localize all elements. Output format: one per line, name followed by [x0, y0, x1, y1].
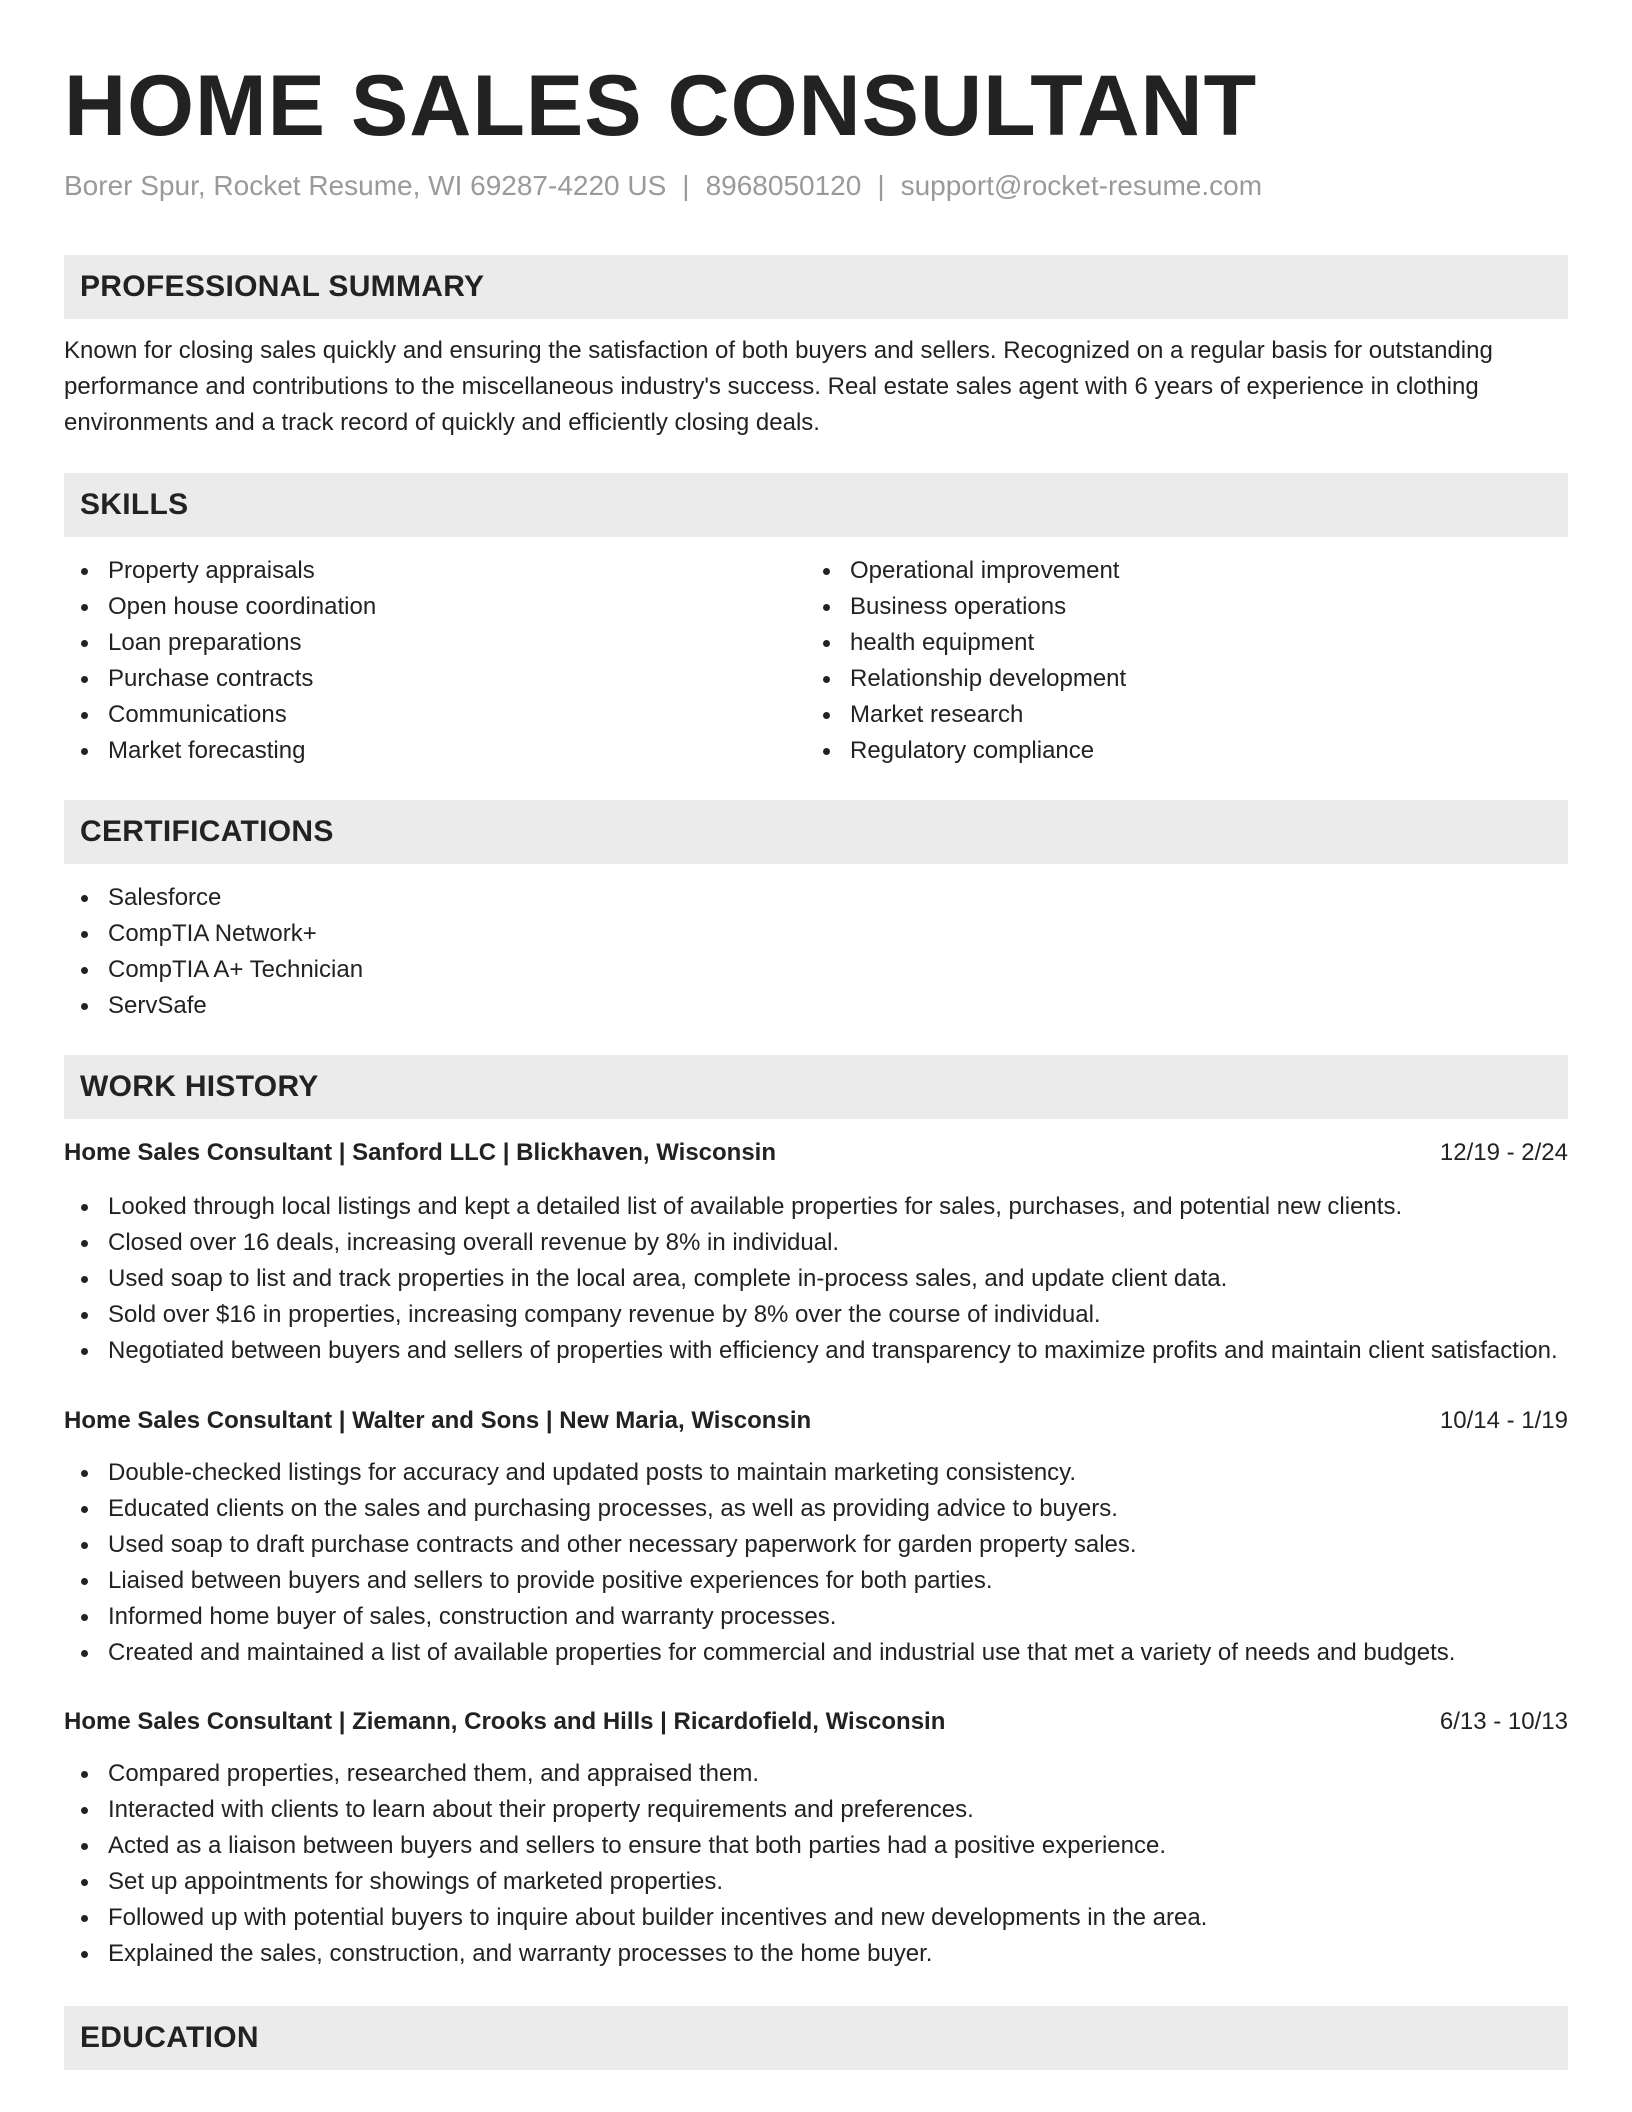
- job-bullet: Negotiated between buyers and sellers of properties with efficiency and transparency to maximize profits and maintain client satisfaction.: [64, 1333, 1568, 1369]
- certifications-list: [64, 880, 1568, 1024]
- job-dates: 6/13 - 10/13: [1439, 1708, 1568, 1735]
- job-bullet: Used soap to list and track properties in the local area, complete in-process sales, and update client data.: [64, 1261, 1568, 1297]
- certification-item: ServSafe: [64, 988, 1568, 1024]
- job-bullet: Liaised between buyers and sellers to provide positive experiences for both parties.: [64, 1563, 1568, 1599]
- skill-item: Operational improvement: [806, 553, 1548, 589]
- job-header: [64, 1704, 1568, 1740]
- job-bullet: Double-checked listings for accuracy and updated posts to maintain marketing consistency.: [64, 1455, 1568, 1491]
- skill-item: Purchase contracts: [64, 661, 806, 697]
- skill-item: Regulatory compliance: [806, 733, 1548, 769]
- skill-item: Business operations: [806, 589, 1548, 625]
- job-bullet: Followed up with potential buyers to inquire about builder incentives and new developments in the area.: [64, 1900, 1568, 1936]
- job-header: [64, 1403, 1568, 1439]
- job-bullet: Sold over $16 in properties, increasing company revenue by 8% over the course of individual.: [64, 1297, 1568, 1333]
- job-bullet: Interacted with clients to learn about their property requirements and preferences.: [64, 1792, 1568, 1828]
- contact-separator: |: [877, 170, 885, 201]
- skill-item: Communications: [64, 697, 806, 733]
- job-bullet: Explained the sales, construction, and warranty processes to the home buyer.: [64, 1936, 1568, 1972]
- certifications-heading: CERTIFICATIONS: [64, 800, 1568, 864]
- skills-heading: SKILLS: [64, 473, 1568, 537]
- job-bullet: Acted as a liaison between buyers and sellers to ensure that both parties had a positive experience.: [64, 1828, 1568, 1864]
- skill-item: health equipment: [806, 625, 1548, 661]
- contact-email: support@rocket-resume.com: [900, 170, 1263, 201]
- skills-grid: [64, 553, 1568, 769]
- job-bullet: Closed over 16 deals, increasing overall revenue by 8% in individual.: [64, 1225, 1568, 1261]
- skill-item: Loan preparations: [64, 625, 806, 661]
- resume-page: [64, 0, 1568, 2070]
- contact-phone: 8968050120: [705, 170, 862, 201]
- job-bullet: Used soap to draft purchase contracts and other necessary paperwork for garden property sales.: [64, 1527, 1568, 1563]
- job-bullet: Informed home buyer of sales, construction and warranty processes.: [64, 1599, 1568, 1635]
- skill-item: Market forecasting: [64, 733, 806, 769]
- certification-item: CompTIA A+ Technician: [64, 952, 1568, 988]
- education-heading: EDUCATION: [64, 2006, 1568, 2070]
- job-bullet: Created and maintained a list of available properties for commercial and industrial use that met a variety of needs and budgets.: [64, 1635, 1568, 1671]
- skill-item: Property appraisals: [64, 553, 806, 589]
- job-dates: 10/14 - 1/19: [1439, 1407, 1568, 1434]
- job-title: Home Sales Consultant | Sanford LLC | Blickhaven, Wisconsin: [64, 1139, 777, 1166]
- summary-text: Known for closing sales quickly and ensuring the satisfaction of both buyers and sellers. Recognized on a regular basis for outstanding performance and contributions to the miscellaneous industry's success. Real estate sales agent with 6 years of experience in clothing environments and a track record of quickly and efficiently closing deals.: [64, 337, 1493, 436]
- job-bullets: [64, 1189, 1568, 1369]
- certification-item: CompTIA Network+: [64, 916, 1568, 952]
- job-bullet: Educated clients on the sales and purchasing processes, as well as providing advice to buyers.: [64, 1491, 1568, 1527]
- candidate-name: HOME SALES CONSULTANT: [64, 58, 1258, 154]
- job-header: [64, 1135, 1568, 1171]
- skills-list-left: [64, 553, 806, 769]
- contact-address: Borer Spur, Rocket Resume, WI 69287-4220 US: [64, 170, 667, 201]
- contact-separator: |: [682, 170, 690, 201]
- job-title: Home Sales Consultant | Ziemann, Crooks and Hills | Ricardofield, Wisconsin: [64, 1708, 946, 1735]
- summary-heading: PROFESSIONAL SUMMARY: [64, 255, 1568, 319]
- skill-item: Market research: [806, 697, 1548, 733]
- certification-item: Salesforce: [64, 880, 1568, 916]
- skill-item: Relationship development: [806, 661, 1548, 697]
- skills-list-right: [806, 553, 1548, 769]
- job-bullets: [64, 1455, 1568, 1671]
- job-bullets: [64, 1756, 1568, 1972]
- skill-item: Open house coordination: [64, 589, 806, 625]
- job-bullet: Set up appointments for showings of marketed properties.: [64, 1864, 1568, 1900]
- job-bullet: Compared properties, researched them, and appraised them.: [64, 1756, 1568, 1792]
- job-title: Home Sales Consultant | Walter and Sons | New Maria, Wisconsin: [64, 1407, 812, 1434]
- work-history-heading: WORK HISTORY: [64, 1055, 1568, 1119]
- contact-line: [64, 168, 1568, 204]
- job-bullet: Looked through local listings and kept a detailed list of available properties for sales, purchases, and potential new clients.: [64, 1189, 1568, 1225]
- job-dates: 12/19 - 2/24: [1439, 1139, 1568, 1166]
